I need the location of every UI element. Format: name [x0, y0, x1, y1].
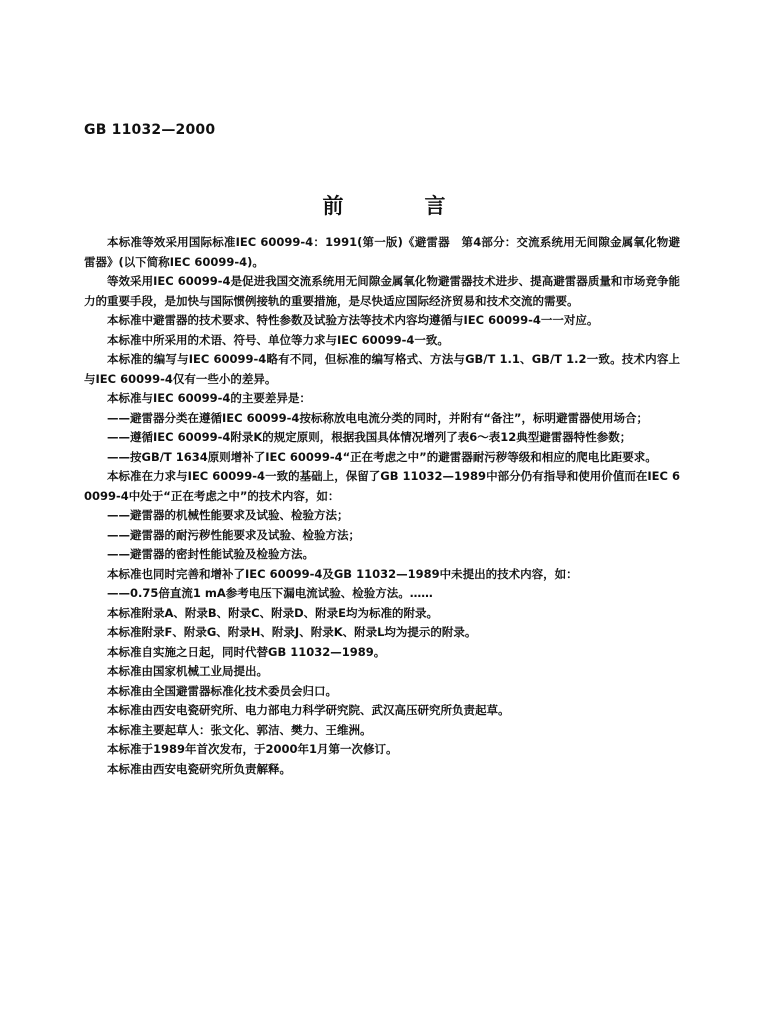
list-item: ——避雷器的耐污秽性能要求及试验、检验方法； [107, 527, 360, 542]
paragraph: 本标准主要起草人：张文化、郭洁、樊力、王维洲。 [107, 722, 372, 737]
paragraph: 等效采用IEC 60099-4是促进我国交流系统用无间隙金属氧化物避雷器技术进步、提高避雷器质量和市场竞争能力的重要手段，是加快与国际惯例接轨的重要措施，是尽快适应国际经济贸易和技术交流的需要。 [84, 274, 680, 308]
paragraph: 本标准由全国避雷器标准化技术委员会归口。 [107, 683, 337, 698]
paragraph: 本标准中所采用的术语、符号、单位等力求与IEC 60099-4一致。 [107, 332, 449, 347]
paragraph: 本标准附录A、附录B、附录C、附录D、附录E均为标准的附录。 [107, 605, 439, 620]
paragraph: 本标准自实施之日起，同时代替GB 11032—1989。 [107, 644, 386, 659]
list-item: ——0.75倍直流1 mA参考电压下漏电流试验、检验方法。…… [107, 586, 433, 600]
standard-number: GB 11032—2000 [84, 122, 216, 138]
list-item: ——避雷器分类在遵循IEC 60099-4按标称放电电流分类的同时，并附有“备注”，标明避雷器使用场合； [107, 410, 648, 425]
list-item: ——避雷器的密封性能试验及检验方法。 [107, 547, 314, 561]
paragraph: 本标准附录F、附录G、附录H、附录J、附录K、附录L均为提示的附录。 [107, 625, 477, 639]
paragraph: 本标准与IEC 60099-4的主要差异是： [107, 391, 311, 405]
list-item: ——按GB/T 1634原则增补了IEC 60099-4“正在考虑之中”的避雷器耐污秽等级和相应的爬电比距要求。 [107, 449, 657, 464]
paragraph: 本标准中避雷器的技术要求、特性参数及试验方法等技术内容均遵循与IEC 60099-4一一对应。 [107, 313, 599, 327]
list-item: ——避雷器的机械性能要求及试验、检验方法； [107, 508, 349, 522]
foreword-body [84, 233, 680, 779]
paragraph: 本标准在力求与IEC 60099-4一致的基础上，保留了GB 11032—1989中部分仍有指导和使用价值而在IEC 60099-4中处于“正在考虑之中”的技术内容，如： [84, 469, 680, 503]
paragraph: 本标准由国家机械工业局提出。 [107, 664, 268, 678]
paragraph: 本标准的编写与IEC 60099-4略有不同，但标准的编写格式、方法与GB/T 1.1、GB/T 1.2一致。技术内容上与IEC 60099-4仅有一些小的差异。 [84, 352, 680, 386]
paragraph: 本标准由西安电瓷研究所负责解释。 [107, 761, 291, 776]
paragraph: 本标准由西安电瓷研究所、电力部电力科学研究院、武汉高压研究所负责起草。 [107, 703, 510, 717]
paragraph: 本标准也同时完善和增补了IEC 60099-4及GB 11032—1989中未提出的技术内容，如： [107, 566, 578, 581]
paragraph: 本标准等效采用国际标准IEC 60099-4：1991(第一版)《避雷器 第4部分：交流系统用无间隙金属氧化物避雷器》(以下简称IEC 60099-4)。 [84, 235, 680, 269]
page-title: 前 言 [322, 194, 476, 218]
list-item: ——遵循IEC 60099-4附录K的规定原则，根据我国具体情况增列了表6～表12典型避雷器特性参数； [107, 430, 632, 444]
paragraph: 本标准于1989年首次发布，于2000年1月第一次修订。 [107, 742, 398, 756]
